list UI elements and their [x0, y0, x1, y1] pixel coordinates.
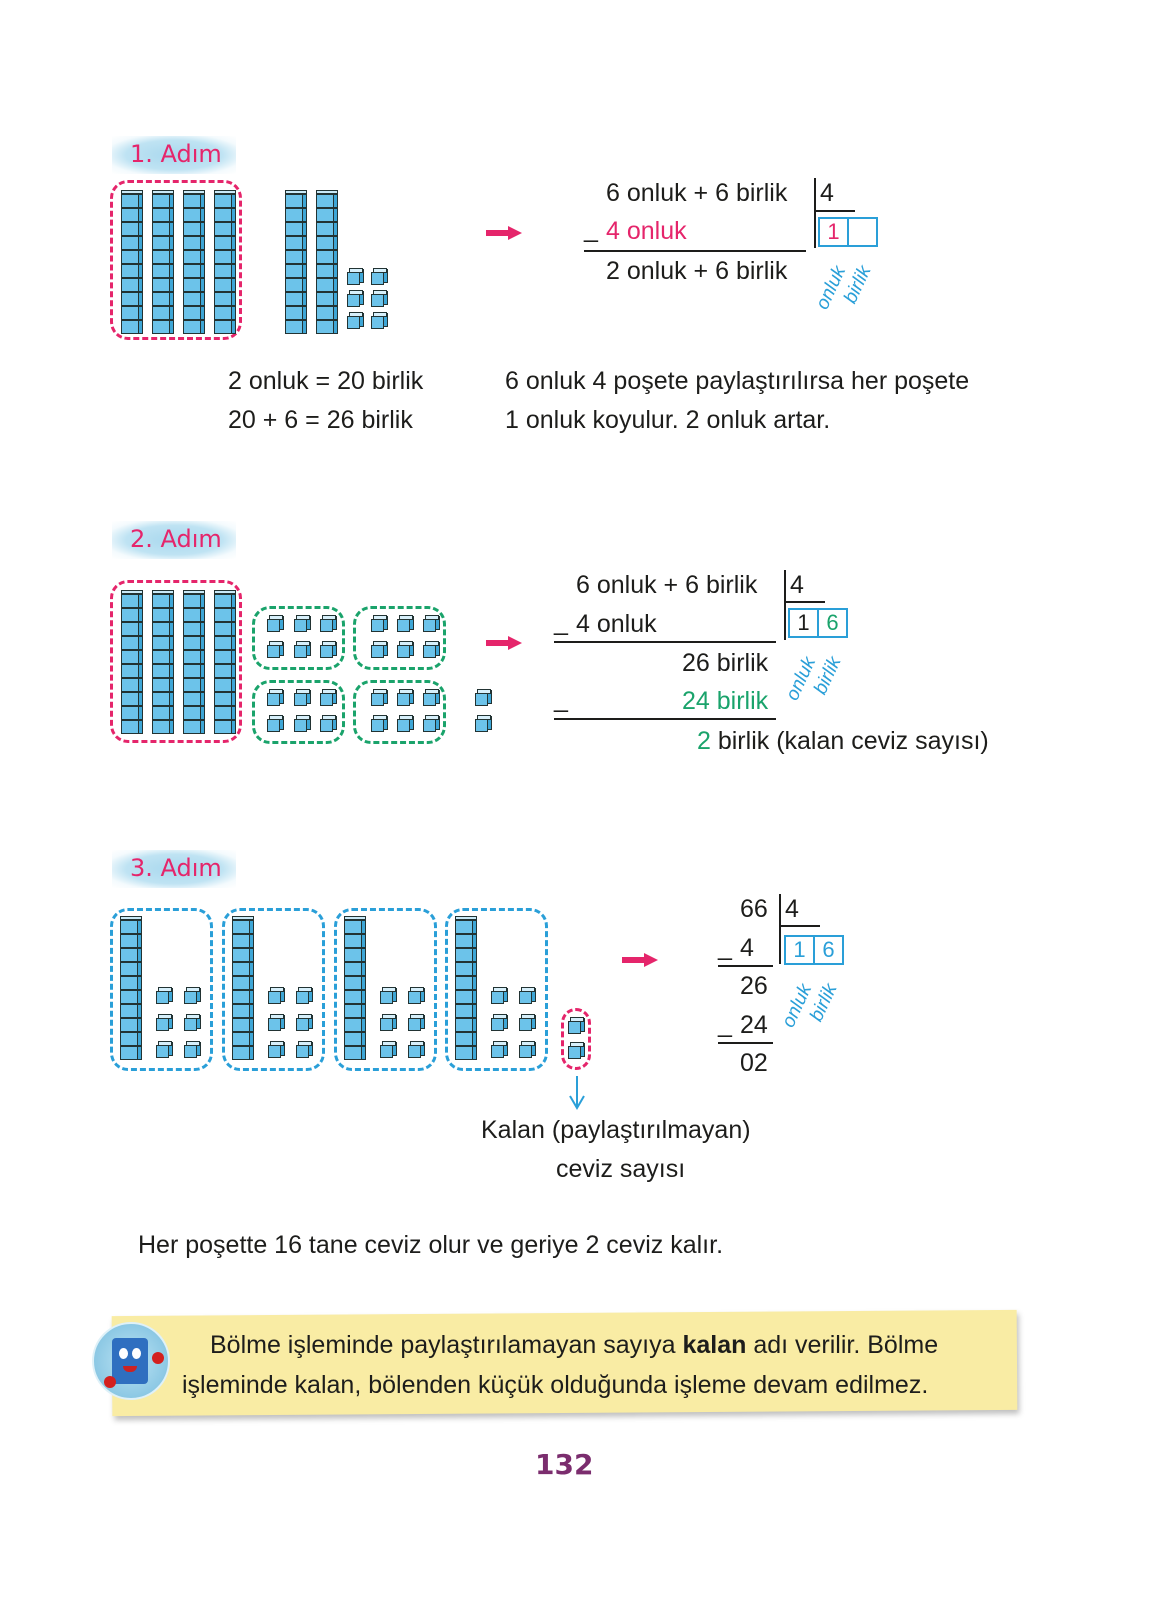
- explanation-right-2: 1 onluk koyulur. 2 onluk artar.: [505, 406, 831, 434]
- unit-cube: [267, 689, 284, 706]
- subtraction-line: [554, 718, 776, 720]
- quotient-tens: 1: [797, 610, 810, 635]
- unit-cube: [568, 1017, 585, 1034]
- ten-rod: [214, 590, 236, 734]
- unit-cube: [296, 1014, 313, 1031]
- remainder-text: birlik (kalan ceviz sayısı): [710, 727, 989, 755]
- unit-cube: [475, 715, 492, 732]
- unit-cube: [397, 615, 414, 632]
- minus-sign: _: [554, 685, 568, 713]
- minus-sign: _: [718, 1010, 732, 1038]
- unit-cube: [320, 689, 337, 706]
- ten-rod: [152, 190, 174, 334]
- unit-cube: [371, 268, 388, 285]
- division-bar: [814, 178, 816, 248]
- explanation-left-2: 20 + 6 = 26 birlik: [228, 406, 413, 434]
- arrow-down-icon: [568, 1076, 586, 1110]
- note-line-2: işleminde kalan, bölenden küçük olduğunda işleme devam edilmez.: [182, 1371, 929, 1399]
- unit-cube: [475, 689, 492, 706]
- subtraction-line: [584, 250, 806, 252]
- unit-cube: [408, 1014, 425, 1031]
- conclusion-text: Her poşette 16 tane ceviz olur ve geriye 2 ceviz kalır.: [138, 1231, 724, 1259]
- note-line-1: [210, 1325, 938, 1365]
- quotient-box: [788, 608, 848, 638]
- subtrahend-row: 4 onluk: [606, 217, 687, 245]
- unit-cube: [320, 715, 337, 732]
- subtrahend-1: 4: [740, 934, 754, 962]
- division-bar: [779, 894, 781, 964]
- dividend: 66: [740, 895, 768, 923]
- page-number: 132: [535, 1448, 594, 1481]
- unit-cube: [268, 1014, 285, 1031]
- remainder-number: 2: [697, 727, 711, 755]
- minus-sign: _: [554, 608, 568, 636]
- unit-cube: [380, 1014, 397, 1031]
- ten-rod: [455, 916, 477, 1060]
- division-bar: [784, 570, 786, 640]
- unit-cube: [380, 1041, 397, 1058]
- unit-cube: [294, 715, 311, 732]
- place-label-birlik: birlik: [810, 653, 846, 698]
- ten-rod: [120, 916, 142, 1060]
- ten-rod: [121, 190, 143, 334]
- unit-cube: [423, 641, 440, 658]
- divisor-underline: [815, 210, 855, 212]
- unit-cube: [294, 689, 311, 706]
- unit-cube: [347, 290, 364, 307]
- quotient-ones: [847, 219, 876, 245]
- subtraction-line: [718, 1042, 773, 1044]
- unit-cube: [519, 1014, 536, 1031]
- unit-cube: [423, 689, 440, 706]
- minus-sign: _: [584, 215, 598, 243]
- subtrahend-2: 24: [740, 1011, 768, 1039]
- ten-rod: [183, 590, 205, 734]
- divisor: 4: [820, 179, 834, 207]
- unit-cube: [423, 715, 440, 732]
- unit-cube: [371, 615, 388, 632]
- quotient-box: [818, 217, 878, 247]
- unit-cube: [371, 689, 388, 706]
- unit-cube: [423, 615, 440, 632]
- unit-cube: [294, 641, 311, 658]
- ten-rod: [316, 190, 338, 334]
- quotient-tens: 1: [827, 219, 840, 244]
- ten-rod: [214, 190, 236, 334]
- unit-cube: [268, 987, 285, 1004]
- unit-cube: [184, 1041, 201, 1058]
- remainder-caption-2: ceviz sayısı: [556, 1155, 686, 1183]
- unit-cube: [371, 290, 388, 307]
- dividend-row: 6 onluk + 6 birlik: [576, 571, 758, 599]
- unit-cube: [397, 689, 414, 706]
- book-mascot-icon: [92, 1322, 170, 1400]
- unit-cube: [267, 641, 284, 658]
- unit-cube: [156, 1014, 173, 1031]
- ten-rod: [121, 590, 143, 734]
- unit-cube: [397, 641, 414, 658]
- remainder-1: 26: [740, 972, 768, 1000]
- place-label-onluk: onluk: [778, 980, 817, 1031]
- ten-rod: [183, 190, 205, 334]
- difference-row: 2 onluk + 6 birlik: [606, 257, 788, 285]
- quotient-ones: 6: [813, 937, 842, 963]
- subtraction-line: [718, 965, 773, 967]
- unit-cube: [184, 987, 201, 1004]
- unit-cube: [397, 715, 414, 732]
- ten-rod: [232, 916, 254, 1060]
- ten-rod: [152, 590, 174, 734]
- divisor: 4: [785, 895, 799, 923]
- arrow-right-icon: [486, 226, 522, 240]
- unit-cube: [267, 615, 284, 632]
- unit-cube: [156, 1041, 173, 1058]
- explanation-right-1: 6 onluk 4 poşete paylaştırılırsa her poşete: [505, 367, 970, 395]
- unit-cube: [519, 987, 536, 1004]
- unit-cube: [408, 1041, 425, 1058]
- arrow-right-icon: [486, 636, 522, 650]
- unit-cube: [296, 987, 313, 1004]
- unit-cube: [320, 641, 337, 658]
- place-label-onluk: onluk: [782, 653, 821, 704]
- subtrahend-birlik-row: 24 birlik: [682, 687, 769, 715]
- place-label-onluk: onluk: [812, 262, 851, 313]
- unit-cube: [371, 312, 388, 329]
- quotient-box: [784, 935, 844, 965]
- unit-cube: [519, 1041, 536, 1058]
- unit-cube: [371, 641, 388, 658]
- note-text: adı verilir. Bölme: [746, 1331, 939, 1359]
- unit-cube: [491, 987, 508, 1004]
- unit-cube: [380, 987, 397, 1004]
- ten-rod: [344, 916, 366, 1060]
- explanation-left-1: 2 onluk = 20 birlik: [228, 367, 424, 395]
- quotient-tens: 1: [793, 937, 806, 962]
- quotient-ones: 6: [817, 610, 846, 636]
- unit-cube: [267, 715, 284, 732]
- unit-cube: [371, 715, 388, 732]
- place-label-birlik: birlik: [840, 262, 876, 307]
- subtraction-line: [554, 641, 776, 643]
- unit-cube: [491, 1041, 508, 1058]
- unit-cube: [347, 268, 364, 285]
- note-keyword: kalan: [682, 1331, 747, 1359]
- unit-cube: [320, 615, 337, 632]
- dividend-row: 6 onluk + 6 birlik: [606, 179, 788, 207]
- unit-cube: [268, 1041, 285, 1058]
- place-label-birlik: birlik: [806, 980, 842, 1025]
- divisor-underline: [785, 601, 825, 603]
- remainder-birlik-row: 26 birlik: [682, 649, 769, 677]
- unit-cube: [184, 1014, 201, 1031]
- final-remainder: 02: [740, 1049, 768, 1077]
- unit-cube: [408, 987, 425, 1004]
- unit-cube: [156, 987, 173, 1004]
- step-1-label: 1. Adım: [112, 136, 236, 174]
- minus-sign: _: [718, 933, 732, 961]
- divisor: 4: [790, 571, 804, 599]
- unit-cube: [568, 1042, 585, 1059]
- subtrahend-row: 4 onluk: [576, 610, 657, 638]
- ten-rod: [285, 190, 307, 334]
- unit-cube: [491, 1014, 508, 1031]
- step-3-label: 3. Adım: [112, 850, 236, 888]
- step-2-label: 2. Adım: [112, 521, 236, 559]
- unit-cube: [296, 1041, 313, 1058]
- unit-cube: [347, 312, 364, 329]
- remainder-caption-1: Kalan (paylaştırılmayan): [481, 1116, 751, 1144]
- arrow-right-icon: [622, 953, 658, 967]
- final-remainder-row: [697, 726, 989, 756]
- divisor-underline: [780, 925, 820, 927]
- unit-cube: [294, 615, 311, 632]
- note-text: Bölme işleminde paylaştırılamayan sayıya: [210, 1331, 683, 1359]
